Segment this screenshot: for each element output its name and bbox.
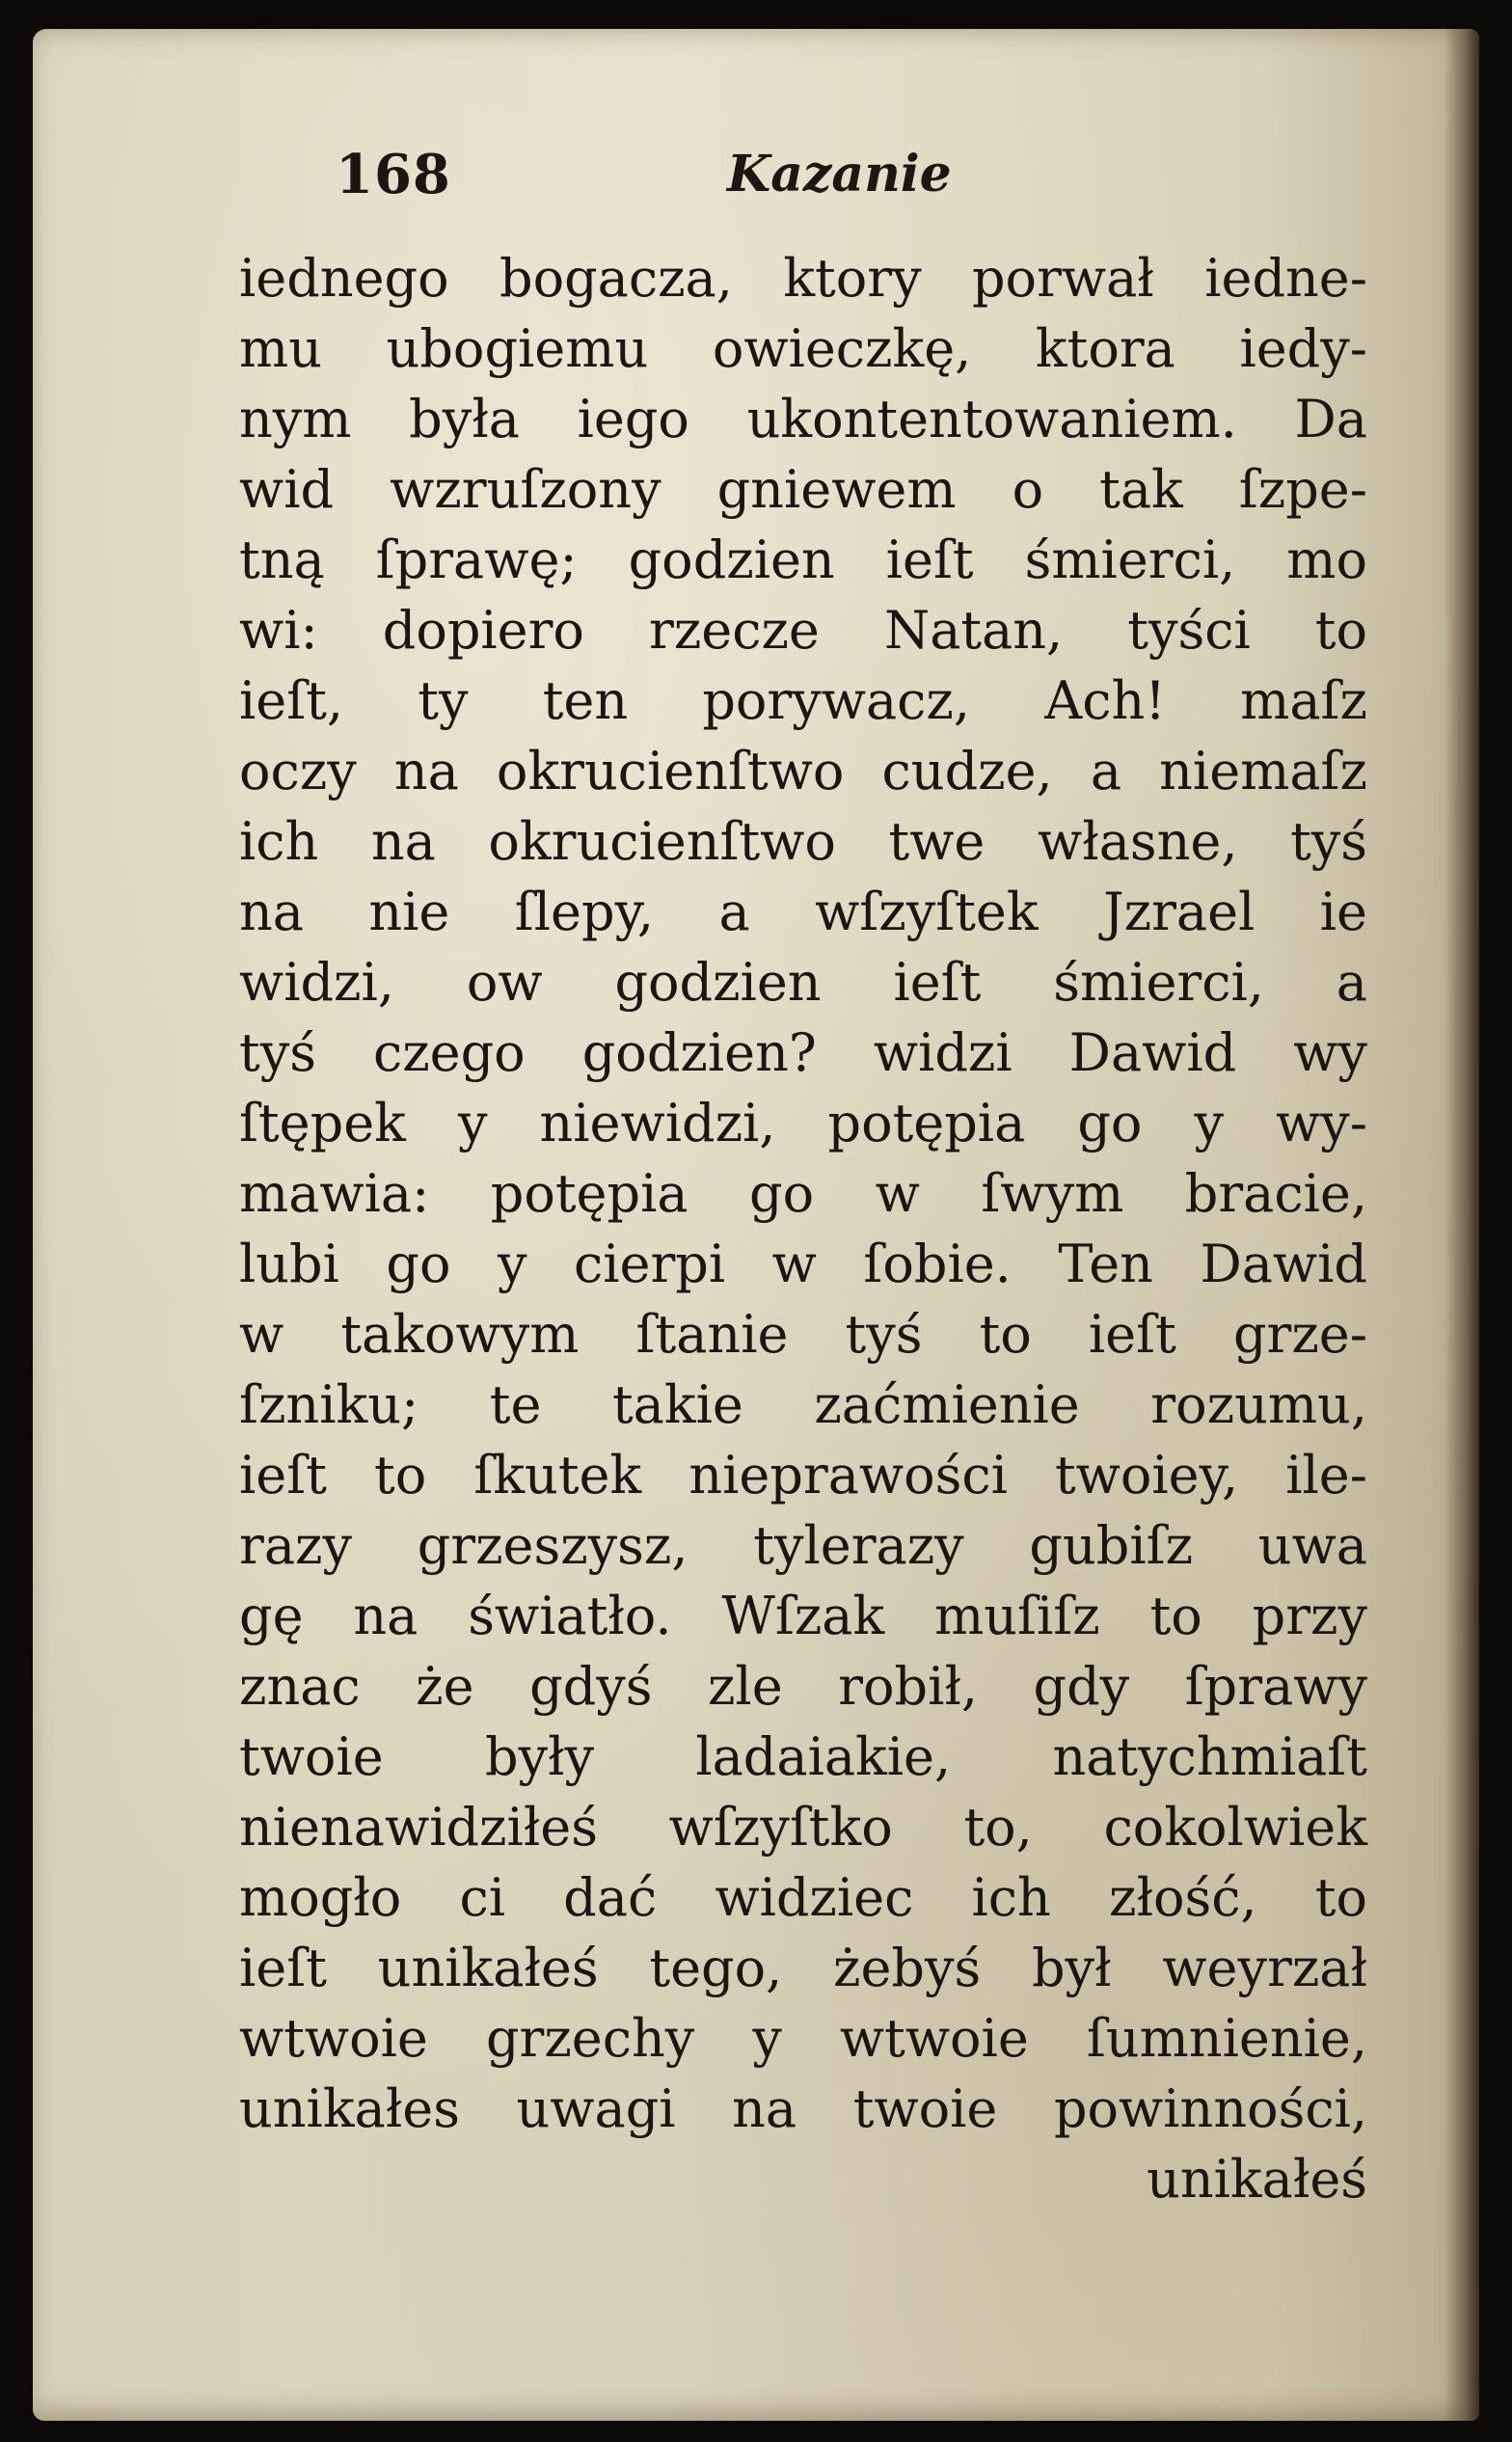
text-line: mogło ci dać widziec ich złość, to [239, 1867, 1367, 1928]
text-line: gę na światło. Wſzak muſiſz to przy [239, 1586, 1367, 1646]
text-line: ſtępek y niewidzi, potępia go y wy- [239, 1093, 1367, 1153]
text-line: oczy na okrucienſtwo cudze, a niemaſz [239, 741, 1367, 801]
text-line: twoie były ladaiakie, natychmiaſt [239, 1726, 1367, 1787]
text-line: nym była iego ukontentowaniem. Da [239, 389, 1367, 449]
body-text [239, 243, 1367, 2214]
text-line: nienawidziłeś wſzyſtko to, cokolwiek [239, 1797, 1367, 1858]
text-line: iednego bogacza, ktory porwał iedne- [239, 248, 1367, 309]
text-line: wtwoie grzechy y wtwoie ſumnienie, [239, 2008, 1367, 2069]
text-line: ieſt, ty ten porywacz, Ach! maſz [239, 670, 1367, 731]
text-line: unikałes uwagi na twoie powinności, [239, 2078, 1367, 2139]
text-line: ſzniku; te takie zaćmienie rozumu, [239, 1374, 1367, 1435]
book-page [33, 29, 1479, 2421]
text-line: w takowym ſtanie tyś to ieſt grze- [239, 1304, 1367, 1365]
text-line: znac że gdyś zle robił, gdy ſprawy [239, 1656, 1367, 1717]
text-line: lubi go y cierpi w ſobie. Ten Dawid [239, 1234, 1367, 1294]
text-line: wid wzruſzony gniewem o tak ſzpe- [239, 459, 1367, 520]
text-line: ich na okrucienſtwo twe własne, tyś [239, 811, 1367, 872]
running-title: Kazanie [727, 145, 952, 204]
text-line: widzi, ow godzien ieſt śmierci, a [239, 952, 1367, 1013]
text-line: tną ſprawę; godzien ieſt śmierci, mo [239, 529, 1367, 590]
page-edge-shadow [1444, 29, 1479, 2421]
text-line: razy grzeszysz, tylerazy gubiſz uwa [239, 1515, 1367, 1576]
catchword: unikałeś [1147, 2149, 1367, 2210]
text-line: ieſt unikałeś tego, żebyś był weyrzał [239, 1938, 1367, 1998]
text-line: mu ubogiemu owieczkę, ktora iedy- [239, 318, 1367, 379]
text-line: na nie ſlepy, a wſzyſtek Jzrael ie [239, 882, 1367, 942]
text-line: tyś czego godzien? widzi Dawid wy [239, 1022, 1367, 1083]
text-line: wi: dopiero rzecze Natan, tyści to [239, 600, 1367, 661]
text-line: mawia: potępia go w ſwym bracie, [239, 1163, 1367, 1224]
text-line: ieſt to ſkutek nieprawości twoiey, ile- [239, 1445, 1367, 1506]
page-number: 168 [336, 143, 451, 206]
